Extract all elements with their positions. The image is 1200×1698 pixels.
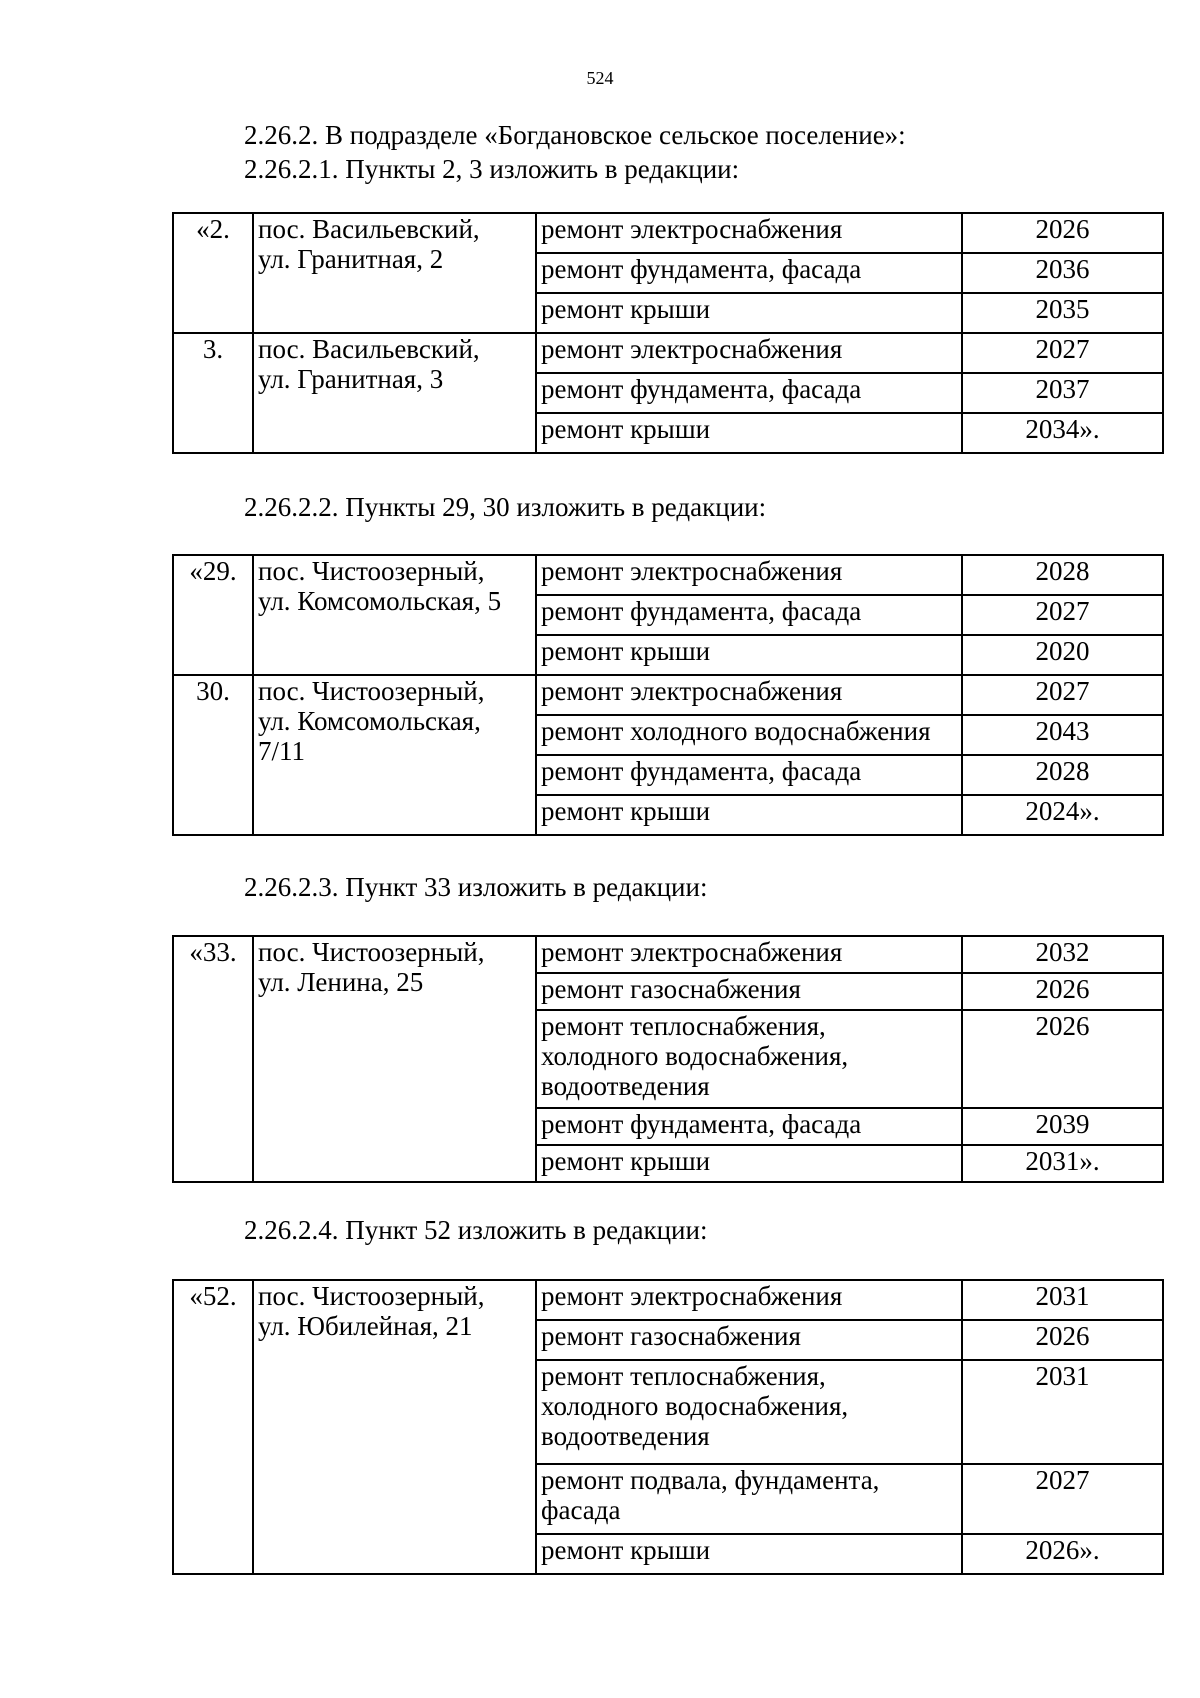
work-name: ремонт крыши xyxy=(536,1534,962,1574)
work-year: 2034». xyxy=(962,413,1163,453)
work-year: 2024». xyxy=(962,795,1163,835)
section-heading: 2.26.2.3. Пункт 33 изложить в редакции: xyxy=(244,872,708,902)
repair-table xyxy=(172,212,1164,454)
work-year: 2020 xyxy=(962,635,1163,675)
work-year: 2026 xyxy=(962,213,1163,253)
work-name: ремонт электроснабжения xyxy=(536,555,962,595)
work-year: 2036 xyxy=(962,253,1163,293)
work-name: ремонт холодного водоснабжения xyxy=(536,715,962,755)
work-name: ремонт электроснабжения xyxy=(536,1280,962,1320)
table-row xyxy=(173,1280,1163,1320)
work-year: 2028 xyxy=(962,555,1163,595)
work-year: 2027 xyxy=(962,595,1163,635)
work-name: ремонт фундамента, фасада xyxy=(536,253,962,293)
work-year: 2037 xyxy=(962,373,1163,413)
work-year: 2027 xyxy=(962,675,1163,715)
table-row xyxy=(173,555,1163,595)
intro-line-2: 2.26.2.1. Пункты 2, 3 изложить в редакции: xyxy=(244,154,740,184)
work-year: 2028 xyxy=(962,755,1163,795)
item-number: «2. xyxy=(173,213,253,333)
work-year: 2035 xyxy=(962,293,1163,333)
work-year: 2039 xyxy=(962,1108,1163,1145)
item-number: 3. xyxy=(173,333,253,453)
item-address: пос. Чистоозерный, ул. Ленина, 25 xyxy=(253,936,536,1182)
item-number: «52. xyxy=(173,1280,253,1574)
work-name: ремонт газоснабжения xyxy=(536,973,962,1010)
work-year: 2043 xyxy=(962,715,1163,755)
work-name: ремонт фундамента, фасада xyxy=(536,1108,962,1145)
table-row xyxy=(173,936,1163,973)
work-name: ремонт крыши xyxy=(536,635,962,675)
repair-table xyxy=(172,935,1164,1183)
work-name: ремонт электроснабжения xyxy=(536,675,962,715)
repair-table xyxy=(172,554,1164,836)
work-year: 2031 xyxy=(962,1280,1163,1320)
work-year: 2032 xyxy=(962,936,1163,973)
item-address: пос. Чистоозерный, ул. Юбилейная, 21 xyxy=(253,1280,536,1574)
work-name: ремонт крыши xyxy=(536,413,962,453)
page-number: 524 xyxy=(586,68,614,88)
table-row xyxy=(173,675,1163,715)
work-name: ремонт электроснабжения xyxy=(536,936,962,973)
work-year: 2026 xyxy=(962,1320,1163,1360)
item-address: пос. Васильевский, ул. Гранитная, 2 xyxy=(253,213,536,333)
work-year: 2026 xyxy=(962,973,1163,1010)
item-address: пос. Васильевский, ул. Гранитная, 3 xyxy=(253,333,536,453)
table-row xyxy=(173,333,1163,373)
work-name: ремонт газоснабжения xyxy=(536,1320,962,1360)
work-name: ремонт электроснабжения xyxy=(536,213,962,253)
item-address: пос. Чистоозерный, ул. Комсомольская, 7/11 xyxy=(253,675,536,835)
work-name: ремонт электроснабжения xyxy=(536,333,962,373)
work-year: 2027 xyxy=(962,333,1163,373)
section-heading: 2.26.2.4. Пункт 52 изложить в редакции: xyxy=(244,1215,708,1245)
work-name: ремонт фундамента, фасада xyxy=(536,595,962,635)
work-year: 2027 xyxy=(962,1464,1163,1534)
table-row xyxy=(173,213,1163,253)
section-heading: 2.26.2.2. Пункты 29, 30 изложить в редакции: xyxy=(244,492,767,522)
work-name: ремонт подвала, фундамента, фасада xyxy=(536,1464,962,1534)
work-year: 2026 xyxy=(962,1010,1163,1108)
item-number: 30. xyxy=(173,675,253,835)
work-name: ремонт теплоснабжения, холодного водоснабжения, водоотведения xyxy=(536,1360,962,1464)
item-address: пос. Чистоозерный, ул. Комсомольская, 5 xyxy=(253,555,536,675)
item-number: «29. xyxy=(173,555,253,675)
work-year: 2031 xyxy=(962,1360,1163,1464)
work-name: ремонт фундамента, фасада xyxy=(536,755,962,795)
work-year: 2026». xyxy=(962,1534,1163,1574)
work-year: 2031». xyxy=(962,1145,1163,1182)
intro-line-1: 2.26.2. В подразделе «Богдановское сельское поселение»: xyxy=(244,120,906,150)
work-name: ремонт крыши xyxy=(536,1145,962,1182)
work-name: ремонт крыши xyxy=(536,795,962,835)
repair-table xyxy=(172,1279,1164,1575)
work-name: ремонт фундамента, фасада xyxy=(536,373,962,413)
work-name: ремонт теплоснабжения, холодного водоснабжения, водоотведения xyxy=(536,1010,962,1108)
work-name: ремонт крыши xyxy=(536,293,962,333)
item-number: «33. xyxy=(173,936,253,1182)
